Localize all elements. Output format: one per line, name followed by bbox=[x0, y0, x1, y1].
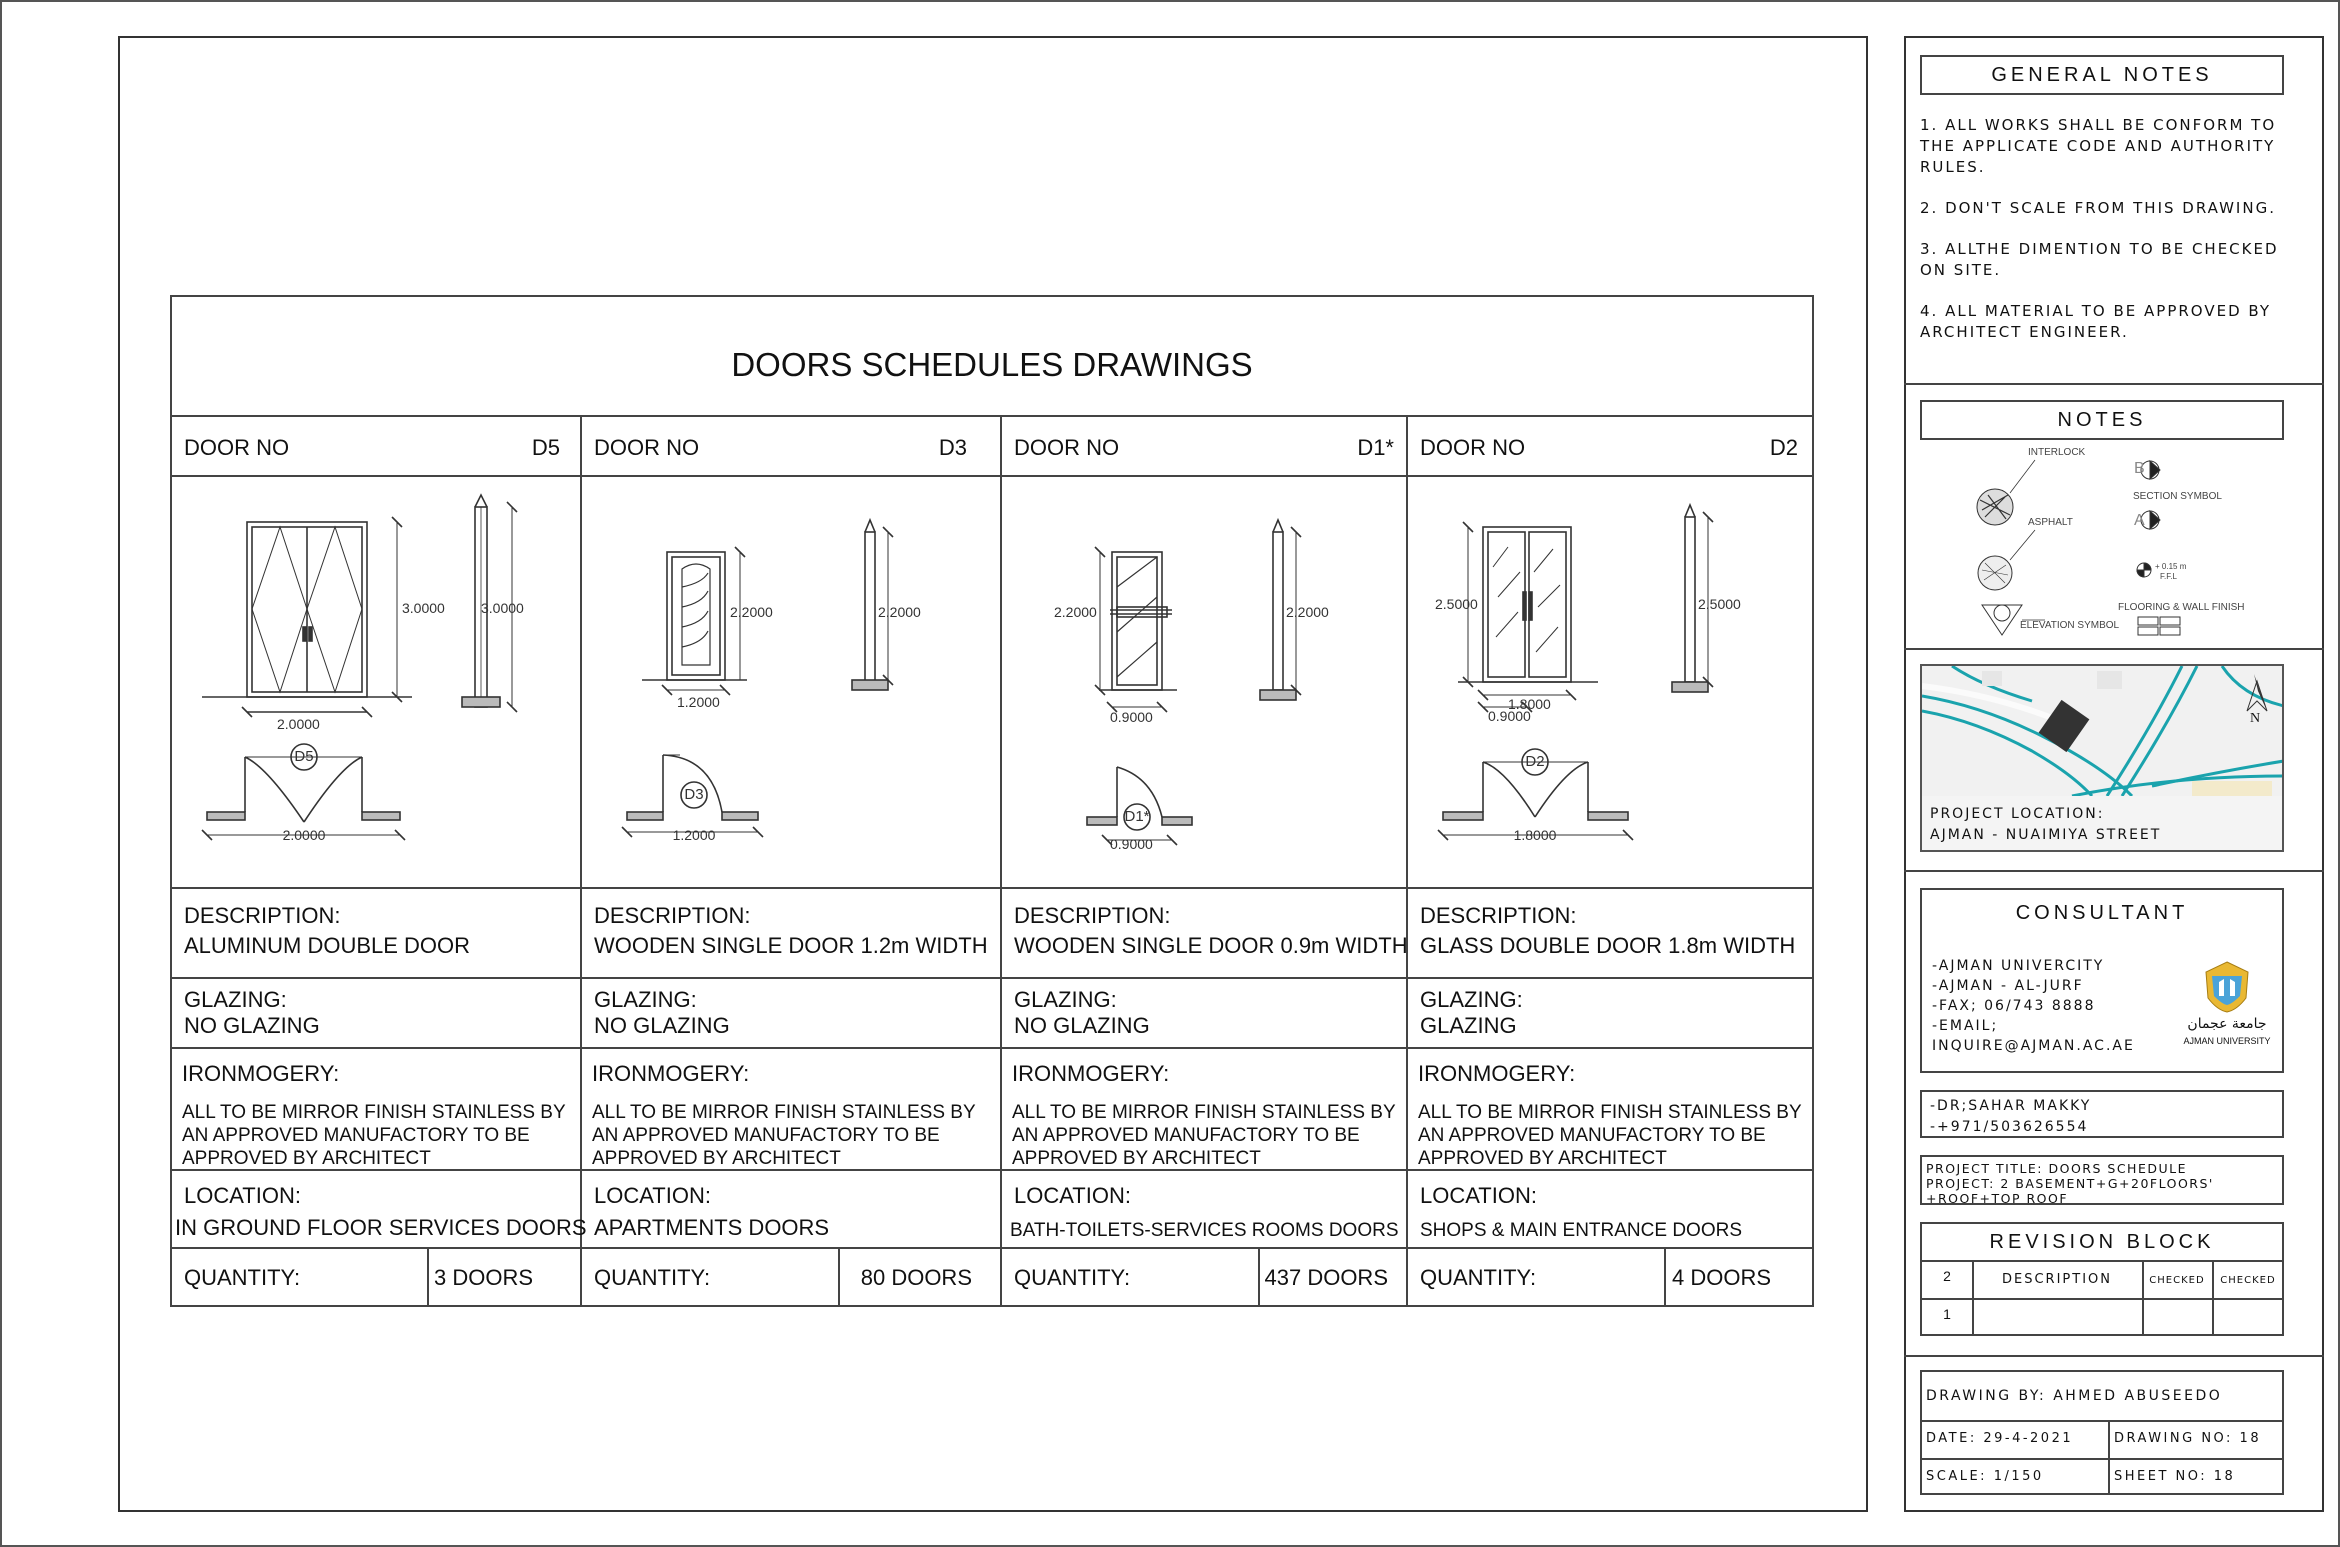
general-notes-list bbox=[1920, 115, 2295, 343]
consultant-line: -AJMAN - AL-JURF bbox=[1932, 978, 2084, 994]
door-d1-drawing bbox=[1002, 477, 1406, 887]
location-label: LOCATION: bbox=[594, 1183, 711, 1208]
ironmongery-row bbox=[582, 1049, 1000, 1171]
location-label: LOCATION: bbox=[1420, 1183, 1537, 1208]
door-no-label: DOOR NO bbox=[594, 435, 700, 460]
revision-col-no: 2 bbox=[1943, 1268, 1951, 1284]
flooring-label: FLOORING & WALL FINISH bbox=[2118, 602, 2245, 613]
door-column-d1 bbox=[1002, 417, 1408, 1307]
consultant-title: CONSULTANT bbox=[2015, 902, 2189, 924]
glazing-value: NO GLAZING bbox=[184, 1013, 320, 1038]
door-id: D5 bbox=[531, 435, 560, 460]
glazing-label: GLAZING: bbox=[184, 987, 287, 1012]
quantity-row bbox=[172, 1249, 580, 1307]
glazing-row bbox=[1408, 979, 1814, 1049]
glazing-row bbox=[1002, 979, 1406, 1049]
consultant-line: INQUIRE@AJMAN.AC.AE bbox=[1932, 1038, 2135, 1054]
description-row bbox=[1002, 889, 1406, 979]
description-label: DESCRIPTION: bbox=[184, 903, 341, 928]
consultant-line: -FAX; 06/743 8888 bbox=[1932, 998, 2096, 1014]
map-image bbox=[1922, 666, 2284, 796]
ironmongery-value: ALL TO BE MIRROR FINISH STAINLESS BY AN APPROVED MANUFACTORY TO BE APPROVED BY ARCHITECT bbox=[182, 1102, 566, 1169]
quantity-row bbox=[1408, 1249, 1814, 1307]
door-no-label: DOOR NO bbox=[1014, 435, 1120, 460]
door-drawing-cell bbox=[1002, 477, 1406, 889]
project-location-label: PROJECT LOCATION: bbox=[1930, 806, 2105, 822]
door-id: D2 bbox=[1769, 435, 1798, 460]
revision-block bbox=[1920, 1222, 2284, 1336]
location-row bbox=[172, 1171, 587, 1249]
ironmongery-row bbox=[1408, 1049, 1814, 1171]
logo-english: AJMAN UNIVERSITY bbox=[2183, 1036, 2271, 1046]
ironmongery-label: IRONMOGERY: bbox=[182, 1061, 340, 1086]
quantity-value: 4 DOORS bbox=[1672, 1265, 1772, 1290]
consultant-box bbox=[1920, 888, 2284, 1073]
quantity-value: 3 DOORS bbox=[434, 1265, 534, 1290]
quantity-value: 80 DOORS bbox=[860, 1265, 972, 1290]
ironmongery-row bbox=[1002, 1049, 1406, 1171]
plan-tag: D3 bbox=[684, 786, 704, 803]
notes-title: NOTES bbox=[1920, 400, 2284, 440]
ironmongery-value: ALL TO BE MIRROR FINISH STAINLESS BY AN APPROVED MANUFACTORY TO BE APPROVED BY ARCHITECT bbox=[1012, 1102, 1396, 1169]
consultant-line: -AJMAN UNIVERCITY bbox=[1932, 958, 2105, 974]
quantity-row bbox=[1002, 1249, 1406, 1307]
description-value: ALUMINUM DOUBLE DOOR bbox=[184, 933, 471, 958]
plan-width-dim: 1.2000 bbox=[672, 827, 716, 843]
plan-tag: D1* bbox=[1124, 808, 1150, 825]
plan-width-dim: 1.8000 bbox=[1513, 827, 1557, 843]
door-d2-drawing bbox=[1408, 477, 1812, 887]
contact-phone: -+971/503626554 bbox=[1930, 1119, 2089, 1135]
general-note: 1. ALL WORKS SHALL BE CONFORM TO THE APPLICATE CODE AND AUTHORITY RULES. bbox=[1920, 116, 2277, 176]
general-note: 3. ALLTHE DIMENTION TO BE CHECKED ON SITE. bbox=[1920, 240, 2279, 279]
level-sub-label: F.F.L bbox=[2160, 572, 2177, 581]
ironmongery-label: IRONMOGERY: bbox=[592, 1061, 750, 1086]
quantity-label: QUANTITY: bbox=[184, 1265, 301, 1290]
section-a-label: A bbox=[2134, 512, 2145, 529]
project-title-box bbox=[1920, 1155, 2284, 1205]
asphalt-label: ASPHALT bbox=[2028, 517, 2073, 528]
location-label: LOCATION: bbox=[1014, 1183, 1131, 1208]
revision-col-description: DESCRIPTION bbox=[2002, 1272, 2112, 1287]
width-dim: 1.8000 bbox=[1508, 696, 1551, 712]
description-value: WOODEN SINGLE DOOR 0.9m WIDTH bbox=[1014, 933, 1408, 958]
door-column-d5 bbox=[172, 417, 587, 1307]
location-row bbox=[1002, 1171, 1406, 1249]
door-drawing-cell bbox=[172, 477, 580, 889]
side-height-dim: 3.0000 bbox=[481, 600, 524, 616]
general-note: 2. DON'T SCALE FROM THIS DRAWING. bbox=[1920, 199, 2276, 217]
door-drawing-cell bbox=[582, 477, 1000, 889]
ironmongery-label: IRONMOGERY: bbox=[1418, 1061, 1576, 1086]
plan-width-dim: 2.0000 bbox=[282, 827, 326, 843]
location-value: APARTMENTS DOORS bbox=[594, 1215, 830, 1240]
glazing-row bbox=[582, 979, 1000, 1049]
general-note: 4. ALL MATERIAL TO BE APPROVED BY ARCHITECT ENGINEER. bbox=[1920, 302, 2272, 341]
door-d3-drawing bbox=[582, 477, 1000, 887]
project-line: PROJECT: 2 BASEMENT+G+20FLOORS' bbox=[1926, 1176, 2214, 1191]
quantity-row bbox=[582, 1249, 1000, 1307]
project-line: PROJECT TITLE: DOORS SCHEDULE bbox=[1926, 1161, 2187, 1176]
north-indicator: N bbox=[2250, 711, 2261, 726]
side-height-dim: 2.2000 bbox=[878, 604, 921, 620]
elevation-symbol-label: ELEVATION SYMBOL bbox=[2020, 620, 2120, 631]
width-dim: 2.0000 bbox=[277, 716, 320, 732]
university-logo bbox=[2172, 960, 2282, 1060]
description-value: GLASS DOUBLE DOOR 1.8m WIDTH bbox=[1420, 933, 1796, 958]
divider bbox=[1904, 383, 2324, 385]
consultant-details bbox=[1932, 956, 2135, 1056]
location-value: IN GROUND FLOOR SERVICES DOORS bbox=[175, 1215, 587, 1240]
divider bbox=[1904, 1355, 2324, 1357]
glazing-label: GLAZING: bbox=[1014, 987, 1117, 1012]
sheet-number: SHEET NO: 18 bbox=[2114, 1469, 2236, 1484]
door-drawing-cell bbox=[1408, 477, 1814, 889]
door-no-row bbox=[1408, 417, 1814, 477]
location-value: SHOPS & MAIN ENTRANCE DOORS bbox=[1420, 1220, 1742, 1241]
height-dim: 3.0000 bbox=[402, 600, 445, 616]
revision-header-row bbox=[1922, 1260, 2282, 1300]
quantity-label: QUANTITY: bbox=[1014, 1265, 1131, 1290]
location-row bbox=[1408, 1171, 1814, 1249]
door-id: D3 bbox=[938, 435, 967, 460]
ironmongery-row bbox=[172, 1049, 580, 1171]
description-label: DESCRIPTION: bbox=[594, 903, 751, 928]
consultant-line: -EMAIL; bbox=[1932, 1018, 1999, 1034]
contact-box bbox=[1920, 1090, 2284, 1138]
quantity-label: QUANTITY: bbox=[594, 1265, 711, 1290]
section-b-label: B bbox=[2134, 460, 2145, 477]
divider bbox=[1904, 870, 2324, 872]
logo-arabic: جامعة عجمان bbox=[2187, 1016, 2267, 1032]
glazing-row bbox=[172, 979, 580, 1049]
doors-schedule-table bbox=[170, 295, 1814, 1307]
plan-tag: D5 bbox=[294, 748, 314, 765]
drawing-info-box bbox=[1920, 1370, 2284, 1495]
width-dim: 1.2000 bbox=[677, 694, 720, 710]
ironmongery-value: ALL TO BE MIRROR FINISH STAINLESS BY AN APPROVED MANUFACTORY TO BE APPROVED BY ARCHITECT bbox=[592, 1102, 976, 1169]
quantity-value: 437 DOORS bbox=[1264, 1265, 1388, 1290]
section-symbol-label: SECTION SYMBOL bbox=[2133, 491, 2222, 502]
plan-tag: D2 bbox=[1525, 753, 1545, 770]
notes-legend bbox=[1910, 445, 2310, 645]
level-label: + 0.15 m bbox=[2155, 562, 2187, 571]
door-column-d2 bbox=[1408, 417, 1814, 1307]
general-notes-title: GENERAL NOTES bbox=[1920, 55, 2284, 95]
drawing-number: DRAWING NO: 18 bbox=[2114, 1431, 2262, 1446]
side-height-dim: 2.5000 bbox=[1698, 596, 1741, 612]
width-dim: 0.9000 bbox=[1110, 709, 1153, 725]
description-label: DESCRIPTION: bbox=[1014, 903, 1171, 928]
location-row bbox=[582, 1171, 1000, 1249]
glazing-label: GLAZING: bbox=[1420, 987, 1523, 1012]
drawing-date: DATE: 29-4-2021 bbox=[1926, 1431, 2074, 1446]
revision-title: REVISION BLOCK bbox=[1922, 1224, 2282, 1262]
university-crest-icon bbox=[2202, 960, 2252, 1014]
description-row bbox=[582, 889, 1000, 979]
drawing-by: DRAWING BY: AHMED ABUSEEDO bbox=[1926, 1388, 2223, 1404]
ironmongery-label: IRONMOGERY: bbox=[1012, 1061, 1170, 1086]
project-line: +ROOF+TOP ROOF bbox=[1926, 1191, 2069, 1206]
plan-width-dim: 0.9000 bbox=[1110, 836, 1153, 852]
height-dim: 2.2000 bbox=[730, 604, 773, 620]
project-location-value: AJMAN - NUAIMIYA STREET bbox=[1930, 827, 2162, 843]
glazing-value: NO GLAZING bbox=[1014, 1013, 1150, 1038]
door-column-d3 bbox=[582, 417, 1002, 1307]
door-d5-drawing bbox=[172, 477, 580, 887]
quantity-label: QUANTITY: bbox=[1420, 1265, 1537, 1290]
description-row bbox=[172, 889, 580, 979]
side-height-dim: 2.2000 bbox=[1286, 604, 1329, 620]
door-no-label: DOOR NO bbox=[184, 435, 290, 460]
glazing-value: GLAZING bbox=[1420, 1013, 1517, 1038]
description-label: DESCRIPTION: bbox=[1420, 903, 1577, 928]
drawing-scale: SCALE: 1/150 bbox=[1926, 1469, 2044, 1484]
ironmongery-value: ALL TO BE MIRROR FINISH STAINLESS BY AN APPROVED MANUFACTORY TO BE APPROVED BY ARCHITECT bbox=[1418, 1102, 1802, 1169]
location-label: LOCATION: bbox=[184, 1183, 301, 1208]
location-value: BATH-TOILETS-SERVICES ROOMS DOORS bbox=[1010, 1220, 1399, 1241]
glazing-value: NO GLAZING bbox=[594, 1013, 730, 1038]
height-dim: 2.2000 bbox=[1054, 604, 1097, 620]
location-map bbox=[1920, 664, 2284, 852]
interlock-label: INTERLOCK bbox=[2028, 447, 2086, 458]
divider bbox=[1904, 648, 2324, 650]
contact-name: -DR;SAHAR MAKKY bbox=[1930, 1098, 2092, 1114]
door-id: D1* bbox=[1357, 435, 1394, 460]
description-value: WOODEN SINGLE DOOR 1.2m WIDTH bbox=[594, 933, 988, 958]
revision-col-checked: CHECKED bbox=[2220, 1275, 2276, 1286]
width2-dim: 0.9000 bbox=[1488, 708, 1531, 724]
revision-row-no: 1 bbox=[1943, 1306, 1951, 1322]
door-no-row bbox=[582, 417, 1000, 477]
revision-col-checked: CHECKED bbox=[2149, 1275, 2205, 1286]
height-dim: 2.5000 bbox=[1435, 596, 1478, 612]
door-no-label: DOOR NO bbox=[1420, 435, 1526, 460]
door-no-row bbox=[1002, 417, 1406, 477]
description-row bbox=[1408, 889, 1814, 979]
glazing-label: GLAZING: bbox=[594, 987, 697, 1012]
door-no-row bbox=[172, 417, 580, 477]
schedule-title: DOORS SCHEDULES DRAWINGS bbox=[172, 297, 1812, 417]
